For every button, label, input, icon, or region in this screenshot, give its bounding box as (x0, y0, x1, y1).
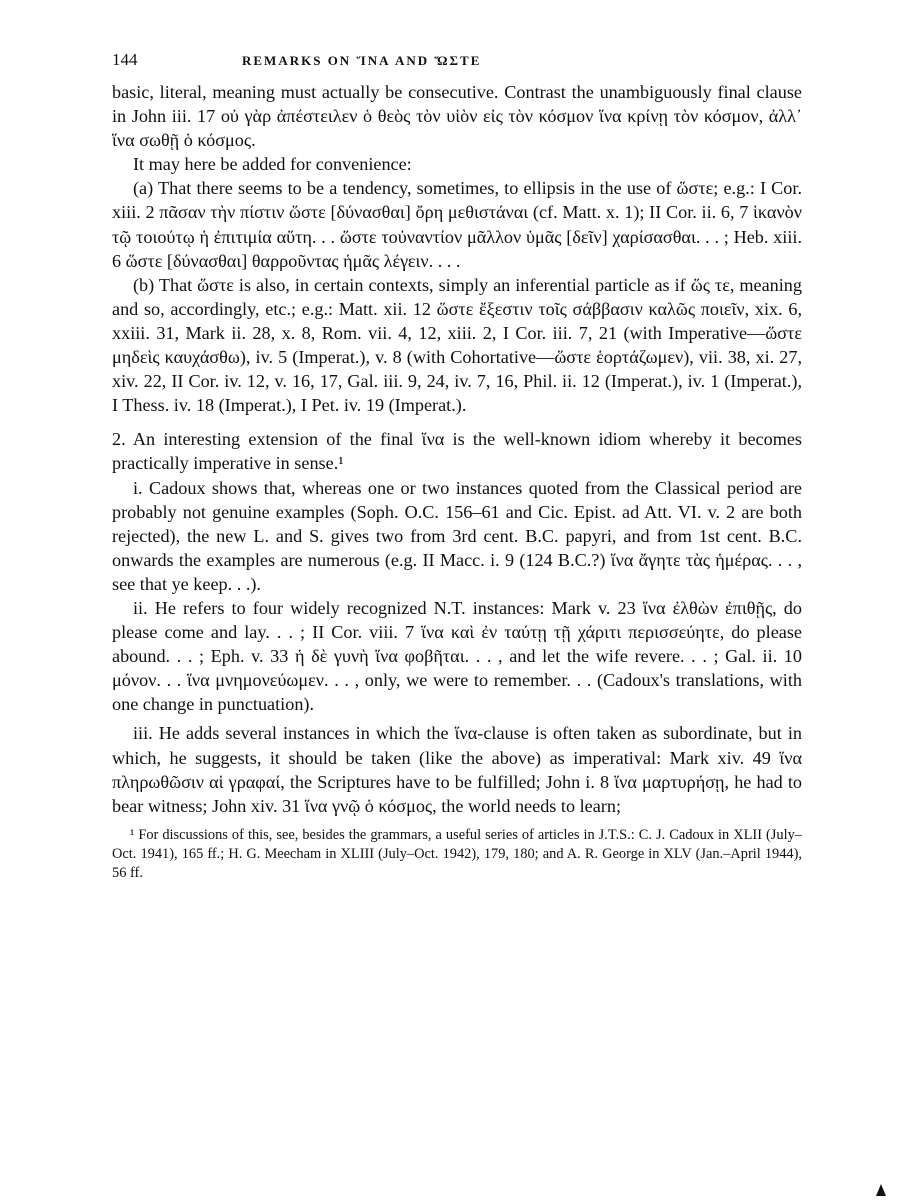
footnotes (112, 826, 802, 883)
page-number: 144 (112, 50, 138, 69)
paragraph-i-cadoux: i. Cadoux shows that, whereas one or two instances quoted from the Classical period are probably not genuine examples (Soph. O.C. 156–61 and Cic. Epist. ad Att. VI. v. 2 are both rejected), the new L. and S. gives two from 3rd cent. B.C. papyri, and from 1st cent. B.C. onwards the examples are numerous (e.g. II Macc. i. 9 (124 B.C.?) ἵνα ἄγητε τὰς ἡμέρας. . . , see that ye keep. . .). (112, 477, 802, 594)
footnote-1: ¹ For discussions of this, see, besides the grammars, a useful series of articles in J.T.S.: C. J. Cadoux in XLII (July–Oct. 1941), 165 ff.; H. G. Meecham in XLIII (July–Oct. 1942), 179, 180; and A. R. George in XLV (Jan.–April 1944), 56 ff. (112, 826, 802, 881)
page-header (112, 50, 802, 80)
paragraph-convenience: It may here be added for convenience: (133, 154, 412, 175)
paragraph-ii-instances: ii. He refers to four widely recognized N.T. instances: Mark v. 23 ἵνα ἐλθὼν ἐπιθῇς, do please come and lay. . . ; II Cor. viii. 7 ἵνα καὶ ἐν ταύτῃ τῇ χάριτι περισσεύητε, do please abound. . . ; Eph. v. 33 ἡ δὲ γυνὴ ἵνα φοβῆται. . . , and let the wife revere. . . ; Gal. ii. 10 μόνον. . . ἵνα μνημονεύωμεν. . . , only, we were to remember. . . (Cadoux's translations, with one change in punctuation). (112, 597, 802, 715)
paragraph-iii-subordinate: iii. He adds several instances in which the ἵνα-clause is often taken as subordinate, but in which, he suggests, it should be taken (like the above) as imperatival: Mark xiv. 49 ἵνα πληρωθῶσιν αἱ γραφαί, the Scriptures have to be fulfilled; John i. 8 ἵνα μαρτυρήσῃ, he had to bear witness; John xiv. 31 ἵνα γνῷ ὁ κόσμος, the world needs to learn; (112, 723, 802, 816)
paragraph-2-extension: 2. An interesting extension of the final ἵνα is the well-known idiom whereby it becomes practically imperative in sense.¹ (112, 429, 802, 474)
document-page (112, 50, 802, 883)
body-text (112, 80, 802, 818)
paragraph-b-inferential: (b) That ὥστε is also, in certain contexts, simply an inferential particle as if ὥς τε, meaning and so, accordingly, etc.; e.g.: Matt. xii. 12 ὥστε ἔξεστιν τοῖς σάββασιν καλῶς ποιεῖν, xix. 6, xxiii. 31, Mark ii. 28, x. 8, Rom. vii. 4, 12, xiii. 2, I Cor. iii. 7, 21 (with Imperative—ὥστε μηδεὶς καυχάσθω), iv. 5 (Imperat.), v. 8 (with Cohortative—ὥστε ἑορτάζωμεν), vii. 38, xi. 27, xiv. 22, II Cor. iv. 12, v. 16, 17, Gal. iii. 9, 24, iv. 7, 16, Phil. ii. 12 (Imperat.), iv. 1 (Imperat.), I Thess. iv. 18 (Imperat.), I Pet. iv. 19 (Imperat.). (112, 274, 802, 416)
paragraph-continuation: basic, literal, meaning must actually be consecutive. Contrast the unambiguously final clause in John iii. 17 οὐ γὰρ ἀπέστειλεν ὁ θεὸς τὸν υἱὸν εἰς τὸν κόσμον ἵνα κρίνῃ τὸν κόσμον, ἀλλ᾽ ἵνα σωθῇ ὁ κόσμος. (112, 82, 802, 151)
corner-marker-icon (876, 1184, 886, 1196)
paragraph-a-ellipsis: (a) That there seems to be a tendency, sometimes, to ellipsis in the use of ὥστε; e.g.: I Cor. xiii. 2 πᾶσαν τὴν πίστιν ὥστε [δύνασθαι] ὄρη μεθιστάναι (cf. Matt. x. 1); II Cor. ii. 6, 7 ἱκανὸν τῷ τοιούτῳ ἡ ἐπιτιμία αὕτη. . . ὥστε τοὐναντίον μᾶλλον ὑμᾶς [δεῖν] χαρίσασθαι. . . ; Heb. xiii. 6 ὥστε [δύνασθαι] θαρροῦντας ἡμᾶς λέγειν. . . . (112, 178, 802, 271)
running-title: REMARKS ON ἽΝΑ AND ὭΣΤΕ (242, 53, 482, 68)
